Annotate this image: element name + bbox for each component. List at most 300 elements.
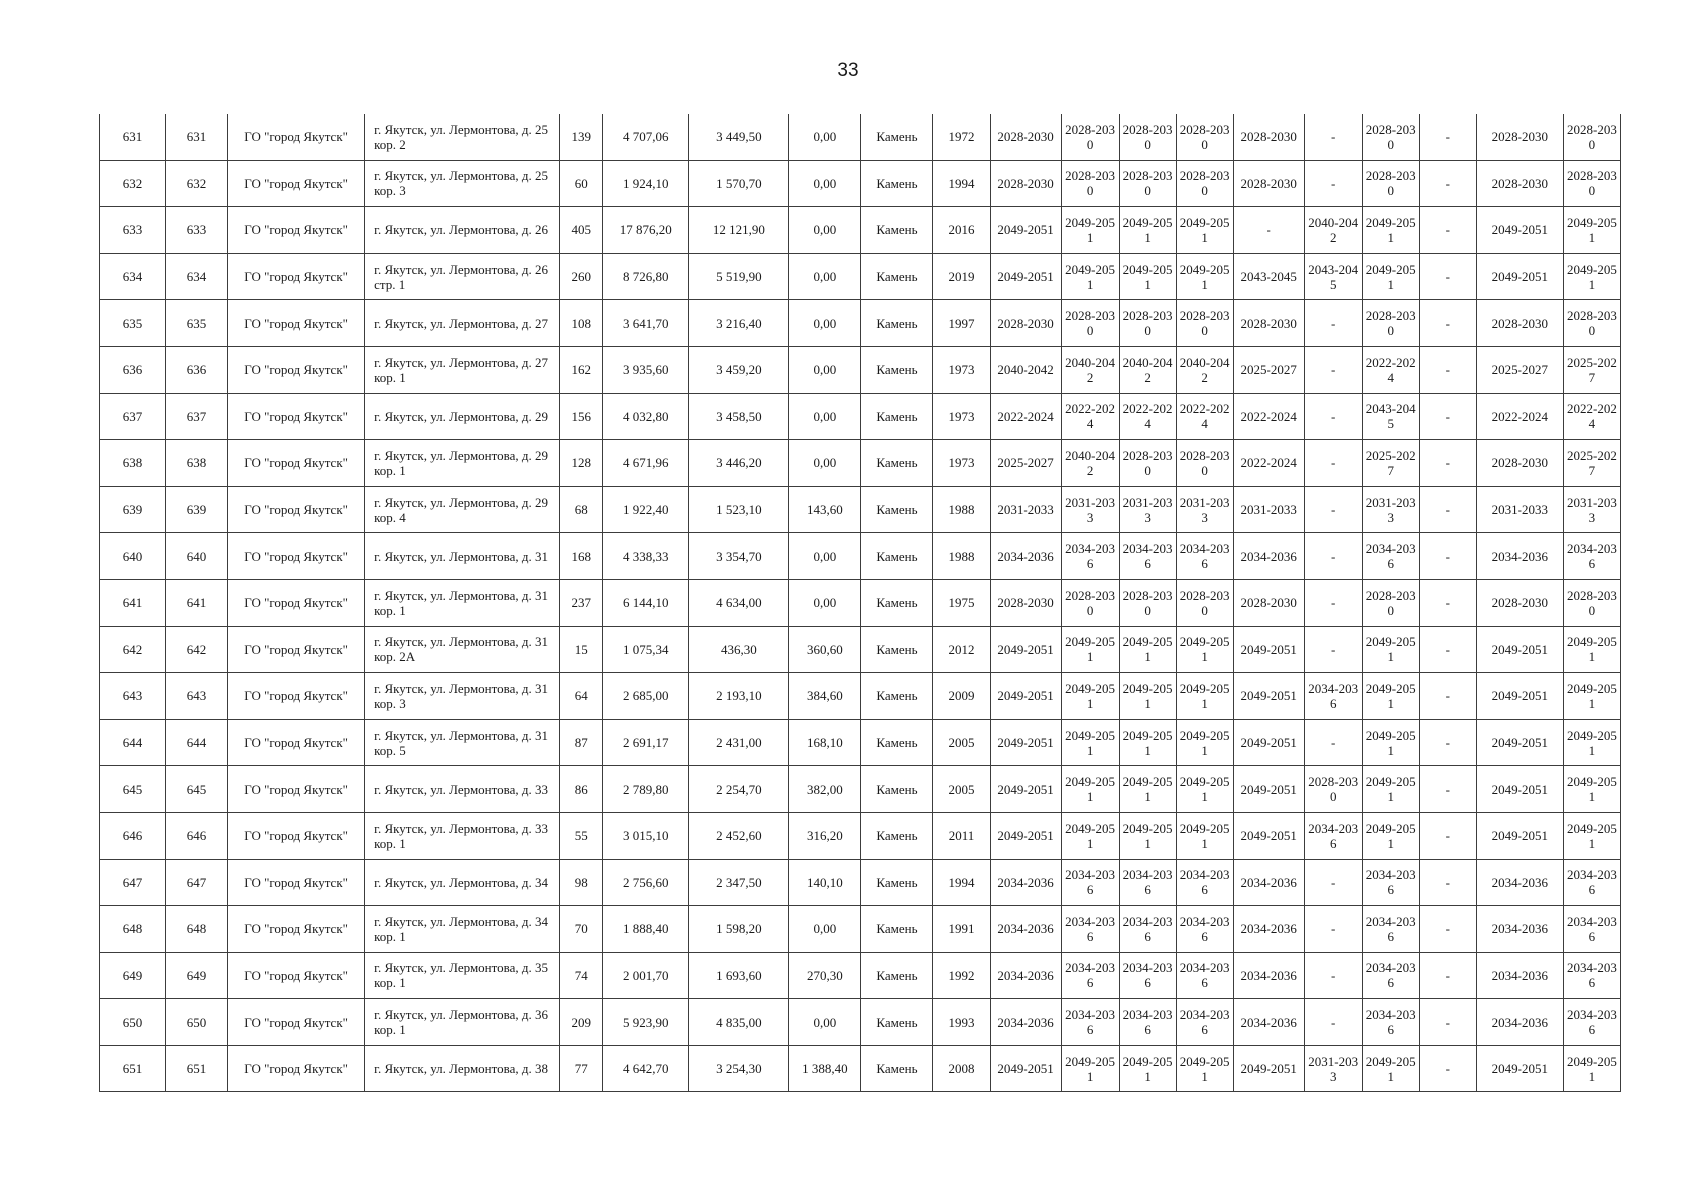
period-7-cell: 2049-2051 (1362, 1045, 1419, 1092)
period-2-cell: 2034-2036 (1061, 859, 1119, 906)
municipality-cell: ГО "город Якутск" (228, 859, 365, 906)
wall-material-cell: Камень (861, 626, 933, 673)
row-number-cell: 635 (100, 300, 166, 347)
period-4-cell: 2034-2036 (1176, 533, 1233, 580)
period-4-cell: 2049-2051 (1176, 812, 1233, 859)
period-1-cell: 2028-2030 (990, 160, 1061, 207)
municipality-cell: ГО "город Якутск" (228, 300, 365, 347)
build-year-cell: 2012 (933, 626, 990, 673)
municipality-cell: ГО "город Якутск" (228, 253, 365, 300)
period-3-cell: 2049-2051 (1119, 673, 1176, 720)
period-9-cell: 2034-2036 (1476, 859, 1563, 906)
build-year-cell: 1991 (933, 906, 990, 953)
wall-material-cell: Камень (861, 486, 933, 533)
nonresidential-area-cell: 0,00 (789, 114, 861, 160)
period-6-cell: - (1304, 114, 1362, 160)
table-row (100, 766, 1621, 813)
nonresidential-area-cell: 0,00 (789, 579, 861, 626)
total-area-cell: 4 707,06 (603, 114, 689, 160)
wall-material-cell: Камень (861, 114, 933, 160)
period-7-cell: 2022-2024 (1362, 346, 1419, 393)
period-2-cell: 2049-2051 (1061, 719, 1119, 766)
period-3-cell: 2049-2051 (1119, 253, 1176, 300)
municipality-cell: ГО "город Якутск" (228, 673, 365, 720)
period-7-cell: 2049-2051 (1362, 626, 1419, 673)
municipality-cell: ГО "город Якутск" (228, 812, 365, 859)
residents-count-cell: 162 (560, 346, 603, 393)
residential-area-cell: 4 835,00 (689, 999, 789, 1046)
wall-material-cell: Камень (861, 859, 933, 906)
residential-area-cell: 1 598,20 (689, 906, 789, 953)
period-7-cell: 2028-2030 (1362, 579, 1419, 626)
period-2-cell: 2049-2051 (1061, 207, 1119, 254)
object-number-cell: 648 (166, 906, 228, 953)
period-7-cell: 2043-2045 (1362, 393, 1419, 440)
registry-body (100, 114, 1621, 1092)
period-10-cell: 2034-2036 (1563, 906, 1620, 953)
nonresidential-area-cell: 0,00 (789, 999, 861, 1046)
period-1-cell: 2025-2027 (990, 440, 1061, 487)
period-6-cell: 2034-2036 (1304, 673, 1362, 720)
period-4-cell: 2049-2051 (1176, 766, 1233, 813)
table-row (100, 579, 1621, 626)
nonresidential-area-cell: 0,00 (789, 906, 861, 953)
build-year-cell: 1992 (933, 952, 990, 999)
period-7-cell: 2028-2030 (1362, 114, 1419, 160)
total-area-cell: 3 935,60 (603, 346, 689, 393)
period-2-cell: 2034-2036 (1061, 533, 1119, 580)
period-5-cell: 2028-2030 (1233, 114, 1304, 160)
table-row (100, 719, 1621, 766)
address-cell: г. Якутск, ул. Лермонтова, д. 25 кор. 3 (365, 160, 560, 207)
object-number-cell: 632 (166, 160, 228, 207)
period-10-cell: 2025-2027 (1563, 440, 1620, 487)
nonresidential-area-cell: 0,00 (789, 207, 861, 254)
period-4-cell: 2034-2036 (1176, 906, 1233, 953)
period-1-cell: 2049-2051 (990, 253, 1061, 300)
total-area-cell: 1 888,40 (603, 906, 689, 953)
nonresidential-area-cell: 168,10 (789, 719, 861, 766)
wall-material-cell: Камень (861, 346, 933, 393)
table-row (100, 533, 1621, 580)
period-6-cell: - (1304, 160, 1362, 207)
build-year-cell: 2019 (933, 253, 990, 300)
period-2-cell: 2034-2036 (1061, 906, 1119, 953)
nonresidential-area-cell: 0,00 (789, 533, 861, 580)
residential-area-cell: 3 216,40 (689, 300, 789, 347)
period-7-cell: 2034-2036 (1362, 859, 1419, 906)
period-4-cell: 2028-2030 (1176, 114, 1233, 160)
residential-area-cell: 3 458,50 (689, 393, 789, 440)
row-number-cell: 650 (100, 999, 166, 1046)
period-6-cell: 2028-2030 (1304, 766, 1362, 813)
period-5-cell: 2034-2036 (1233, 999, 1304, 1046)
period-9-cell: 2034-2036 (1476, 906, 1563, 953)
table-row (100, 1045, 1621, 1092)
period-10-cell: 2049-2051 (1563, 207, 1620, 254)
period-5-cell: 2049-2051 (1233, 1045, 1304, 1092)
table-row (100, 253, 1621, 300)
period-1-cell: 2040-2042 (990, 346, 1061, 393)
row-number-cell: 631 (100, 114, 166, 160)
period-9-cell: 2022-2024 (1476, 393, 1563, 440)
nonresidential-area-cell: 0,00 (789, 393, 861, 440)
period-10-cell: 2022-2024 (1563, 393, 1620, 440)
period-10-cell: 2031-2033 (1563, 486, 1620, 533)
period-6-cell: - (1304, 952, 1362, 999)
build-year-cell: 2009 (933, 673, 990, 720)
period-9-cell: 2028-2030 (1476, 440, 1563, 487)
residential-area-cell: 2 431,00 (689, 719, 789, 766)
address-cell: г. Якутск, ул. Лермонтова, д. 35 кор. 1 (365, 952, 560, 999)
residents-count-cell: 108 (560, 300, 603, 347)
period-9-cell: 2049-2051 (1476, 626, 1563, 673)
residential-area-cell: 3 446,20 (689, 440, 789, 487)
period-1-cell: 2031-2033 (990, 486, 1061, 533)
object-number-cell: 646 (166, 812, 228, 859)
period-6-cell: - (1304, 999, 1362, 1046)
residential-area-cell: 1 570,70 (689, 160, 789, 207)
table-row (100, 626, 1621, 673)
period-8-cell: - (1419, 207, 1476, 254)
period-2-cell: 2022-2024 (1061, 393, 1119, 440)
table-row (100, 952, 1621, 999)
address-cell: г. Якутск, ул. Лермонтова, д. 26 (365, 207, 560, 254)
period-3-cell: 2040-2042 (1119, 346, 1176, 393)
period-10-cell: 2034-2036 (1563, 999, 1620, 1046)
period-3-cell: 2022-2024 (1119, 393, 1176, 440)
residential-area-cell: 2 452,60 (689, 812, 789, 859)
period-3-cell: 2034-2036 (1119, 859, 1176, 906)
period-8-cell: - (1419, 906, 1476, 953)
object-number-cell: 637 (166, 393, 228, 440)
period-3-cell: 2028-2030 (1119, 300, 1176, 347)
period-8-cell: - (1419, 859, 1476, 906)
address-cell: г. Якутск, ул. Лермонтова, д. 31 кор. 1 (365, 579, 560, 626)
period-6-cell: - (1304, 906, 1362, 953)
build-year-cell: 1994 (933, 859, 990, 906)
table-row (100, 859, 1621, 906)
total-area-cell: 3 015,10 (603, 812, 689, 859)
row-number-cell: 647 (100, 859, 166, 906)
address-cell: г. Якутск, ул. Лермонтова, д. 36 кор. 1 (365, 999, 560, 1046)
address-cell: г. Якутск, ул. Лермонтова, д. 31 кор. 3 (365, 673, 560, 720)
residents-count-cell: 168 (560, 533, 603, 580)
row-number-cell: 639 (100, 486, 166, 533)
period-5-cell: 2049-2051 (1233, 673, 1304, 720)
period-8-cell: - (1419, 1045, 1476, 1092)
period-5-cell: 2049-2051 (1233, 719, 1304, 766)
period-6-cell: - (1304, 579, 1362, 626)
municipality-cell: ГО "город Якутск" (228, 719, 365, 766)
nonresidential-area-cell: 382,00 (789, 766, 861, 813)
period-6-cell: - (1304, 859, 1362, 906)
wall-material-cell: Камень (861, 207, 933, 254)
nonresidential-area-cell: 143,60 (789, 486, 861, 533)
period-4-cell: 2028-2030 (1176, 440, 1233, 487)
period-2-cell: 2049-2051 (1061, 626, 1119, 673)
period-3-cell: 2028-2030 (1119, 160, 1176, 207)
period-1-cell: 2022-2024 (990, 393, 1061, 440)
period-4-cell: 2034-2036 (1176, 952, 1233, 999)
residential-area-cell: 3 254,30 (689, 1045, 789, 1092)
period-4-cell: 2022-2024 (1176, 393, 1233, 440)
period-9-cell: 2031-2033 (1476, 486, 1563, 533)
period-1-cell: 2034-2036 (990, 533, 1061, 580)
period-4-cell: 2028-2030 (1176, 579, 1233, 626)
period-3-cell: 2049-2051 (1119, 626, 1176, 673)
period-5-cell: 2028-2030 (1233, 579, 1304, 626)
period-6-cell: 2031-2033 (1304, 1045, 1362, 1092)
object-number-cell: 639 (166, 486, 228, 533)
municipality-cell: ГО "город Якутск" (228, 160, 365, 207)
period-7-cell: 2028-2030 (1362, 300, 1419, 347)
address-cell: г. Якутск, ул. Лермонтова, д. 34 кор. 1 (365, 906, 560, 953)
period-10-cell: 2025-2027 (1563, 346, 1620, 393)
object-number-cell: 649 (166, 952, 228, 999)
object-number-cell: 643 (166, 673, 228, 720)
period-6-cell: - (1304, 719, 1362, 766)
period-2-cell: 2034-2036 (1061, 952, 1119, 999)
period-10-cell: 2028-2030 (1563, 160, 1620, 207)
period-5-cell: 2034-2036 (1233, 952, 1304, 999)
period-3-cell: 2034-2036 (1119, 906, 1176, 953)
period-10-cell: 2049-2051 (1563, 812, 1620, 859)
object-number-cell: 634 (166, 253, 228, 300)
object-number-cell: 636 (166, 346, 228, 393)
object-number-cell: 633 (166, 207, 228, 254)
period-5-cell: 2025-2027 (1233, 346, 1304, 393)
period-3-cell: 2028-2030 (1119, 114, 1176, 160)
total-area-cell: 2 001,70 (603, 952, 689, 999)
period-1-cell: 2028-2030 (990, 114, 1061, 160)
build-year-cell: 1973 (933, 346, 990, 393)
row-number-cell: 637 (100, 393, 166, 440)
nonresidential-area-cell: 316,20 (789, 812, 861, 859)
row-number-cell: 640 (100, 533, 166, 580)
period-1-cell: 2049-2051 (990, 766, 1061, 813)
period-4-cell: 2049-2051 (1176, 673, 1233, 720)
period-1-cell: 2049-2051 (990, 1045, 1061, 1092)
period-9-cell: 2049-2051 (1476, 812, 1563, 859)
period-8-cell: - (1419, 626, 1476, 673)
period-3-cell: 2034-2036 (1119, 952, 1176, 999)
period-2-cell: 2034-2036 (1061, 999, 1119, 1046)
period-4-cell: 2028-2030 (1176, 300, 1233, 347)
period-3-cell: 2028-2030 (1119, 579, 1176, 626)
period-6-cell: 2040-2042 (1304, 207, 1362, 254)
nonresidential-area-cell: 0,00 (789, 440, 861, 487)
total-area-cell: 2 691,17 (603, 719, 689, 766)
residential-area-cell: 3 449,50 (689, 114, 789, 160)
table-row (100, 207, 1621, 254)
period-8-cell: - (1419, 114, 1476, 160)
period-9-cell: 2049-2051 (1476, 719, 1563, 766)
wall-material-cell: Камень (861, 673, 933, 720)
object-number-cell: 638 (166, 440, 228, 487)
residents-count-cell: 64 (560, 673, 603, 720)
address-cell: г. Якутск, ул. Лермонтова, д. 33 (365, 766, 560, 813)
residential-area-cell: 436,30 (689, 626, 789, 673)
period-8-cell: - (1419, 440, 1476, 487)
period-3-cell: 2028-2030 (1119, 440, 1176, 487)
total-area-cell: 4 032,80 (603, 393, 689, 440)
object-number-cell: 651 (166, 1045, 228, 1092)
period-8-cell: - (1419, 673, 1476, 720)
period-6-cell: - (1304, 486, 1362, 533)
total-area-cell: 17 876,20 (603, 207, 689, 254)
total-area-cell: 6 144,10 (603, 579, 689, 626)
residents-count-cell: 405 (560, 207, 603, 254)
period-3-cell: 2049-2051 (1119, 812, 1176, 859)
municipality-cell: ГО "город Якутск" (228, 533, 365, 580)
total-area-cell: 2 756,60 (603, 859, 689, 906)
period-2-cell: 2049-2051 (1061, 812, 1119, 859)
period-7-cell: 2025-2027 (1362, 440, 1419, 487)
residents-count-cell: 98 (560, 859, 603, 906)
address-cell: г. Якутск, ул. Лермонтова, д. 27 (365, 300, 560, 347)
table-row (100, 440, 1621, 487)
object-number-cell: 642 (166, 626, 228, 673)
period-10-cell: 2049-2051 (1563, 766, 1620, 813)
residential-area-cell: 4 634,00 (689, 579, 789, 626)
table-row (100, 486, 1621, 533)
period-9-cell: 2028-2030 (1476, 114, 1563, 160)
period-5-cell: 2031-2033 (1233, 486, 1304, 533)
period-5-cell: 2049-2051 (1233, 626, 1304, 673)
build-year-cell: 1988 (933, 486, 990, 533)
address-cell: г. Якутск, ул. Лермонтова, д. 31 (365, 533, 560, 580)
period-10-cell: 2049-2051 (1563, 1045, 1620, 1092)
table-row (100, 673, 1621, 720)
residential-area-cell: 3 354,70 (689, 533, 789, 580)
table-row (100, 393, 1621, 440)
row-number-cell: 634 (100, 253, 166, 300)
period-4-cell: 2034-2036 (1176, 999, 1233, 1046)
row-number-cell: 636 (100, 346, 166, 393)
period-5-cell: 2028-2030 (1233, 300, 1304, 347)
period-10-cell: 2049-2051 (1563, 719, 1620, 766)
total-area-cell: 4 338,33 (603, 533, 689, 580)
total-area-cell: 4 671,96 (603, 440, 689, 487)
period-8-cell: - (1419, 766, 1476, 813)
period-9-cell: 2049-2051 (1476, 253, 1563, 300)
row-number-cell: 633 (100, 207, 166, 254)
period-7-cell: 2034-2036 (1362, 906, 1419, 953)
row-number-cell: 638 (100, 440, 166, 487)
residential-area-cell: 1 693,60 (689, 952, 789, 999)
period-3-cell: 2031-2033 (1119, 486, 1176, 533)
wall-material-cell: Камень (861, 812, 933, 859)
address-cell: г. Якутск, ул. Лермонтова, д. 34 (365, 859, 560, 906)
period-1-cell: 2049-2051 (990, 673, 1061, 720)
residents-count-cell: 128 (560, 440, 603, 487)
period-3-cell: 2049-2051 (1119, 207, 1176, 254)
period-5-cell: 2022-2024 (1233, 393, 1304, 440)
total-area-cell: 5 923,90 (603, 999, 689, 1046)
wall-material-cell: Камень (861, 579, 933, 626)
period-4-cell: 2031-2033 (1176, 486, 1233, 533)
address-cell: г. Якутск, ул. Лермонтова, д. 31 кор. 5 (365, 719, 560, 766)
residents-count-cell: 86 (560, 766, 603, 813)
period-4-cell: 2028-2030 (1176, 160, 1233, 207)
period-10-cell: 2049-2051 (1563, 626, 1620, 673)
build-year-cell: 1988 (933, 533, 990, 580)
period-6-cell: 2043-2045 (1304, 253, 1362, 300)
municipality-cell: ГО "город Якутск" (228, 906, 365, 953)
wall-material-cell: Камень (861, 300, 933, 347)
nonresidential-area-cell: 1 388,40 (789, 1045, 861, 1092)
row-number-cell: 641 (100, 579, 166, 626)
total-area-cell: 1 922,40 (603, 486, 689, 533)
period-8-cell: - (1419, 999, 1476, 1046)
period-2-cell: 2049-2051 (1061, 1045, 1119, 1092)
total-area-cell: 8 726,80 (603, 253, 689, 300)
residents-count-cell: 237 (560, 579, 603, 626)
wall-material-cell: Камень (861, 1045, 933, 1092)
period-1-cell: 2049-2051 (990, 207, 1061, 254)
table-row (100, 999, 1621, 1046)
wall-material-cell: Камень (861, 253, 933, 300)
total-area-cell: 2 789,80 (603, 766, 689, 813)
object-number-cell: 650 (166, 999, 228, 1046)
table-row (100, 812, 1621, 859)
table-row (100, 114, 1621, 160)
row-number-cell: 651 (100, 1045, 166, 1092)
period-8-cell: - (1419, 160, 1476, 207)
period-2-cell: 2049-2051 (1061, 766, 1119, 813)
wall-material-cell: Камень (861, 160, 933, 207)
period-5-cell: 2049-2051 (1233, 812, 1304, 859)
period-1-cell: 2028-2030 (990, 300, 1061, 347)
period-3-cell: 2034-2036 (1119, 999, 1176, 1046)
row-number-cell: 648 (100, 906, 166, 953)
residential-area-cell: 12 121,90 (689, 207, 789, 254)
period-1-cell: 2049-2051 (990, 719, 1061, 766)
row-number-cell: 649 (100, 952, 166, 999)
address-cell: г. Якутск, ул. Лермонтова, д. 31 кор. 2А (365, 626, 560, 673)
nonresidential-area-cell: 0,00 (789, 160, 861, 207)
period-9-cell: 2034-2036 (1476, 952, 1563, 999)
row-number-cell: 646 (100, 812, 166, 859)
table-row (100, 906, 1621, 953)
housing-registry-table (99, 114, 1621, 1092)
period-6-cell: - (1304, 626, 1362, 673)
period-6-cell: - (1304, 440, 1362, 487)
row-number-cell: 643 (100, 673, 166, 720)
municipality-cell: ГО "город Якутск" (228, 952, 365, 999)
residents-count-cell: 15 (560, 626, 603, 673)
period-5-cell: 2022-2024 (1233, 440, 1304, 487)
table-row (100, 300, 1621, 347)
period-9-cell: 2049-2051 (1476, 1045, 1563, 1092)
period-7-cell: 2031-2033 (1362, 486, 1419, 533)
nonresidential-area-cell: 140,10 (789, 859, 861, 906)
period-2-cell: 2049-2051 (1061, 253, 1119, 300)
period-10-cell: 2049-2051 (1563, 673, 1620, 720)
period-2-cell: 2028-2030 (1061, 160, 1119, 207)
period-2-cell: 2031-2033 (1061, 486, 1119, 533)
municipality-cell: ГО "город Якутск" (228, 440, 365, 487)
municipality-cell: ГО "город Якутск" (228, 207, 365, 254)
address-cell: г. Якутск, ул. Лермонтова, д. 29 кор. 1 (365, 440, 560, 487)
period-1-cell: 2034-2036 (990, 906, 1061, 953)
wall-material-cell: Камень (861, 766, 933, 813)
build-year-cell: 1975 (933, 579, 990, 626)
period-9-cell: 2049-2051 (1476, 766, 1563, 813)
build-year-cell: 1997 (933, 300, 990, 347)
wall-material-cell: Камень (861, 393, 933, 440)
